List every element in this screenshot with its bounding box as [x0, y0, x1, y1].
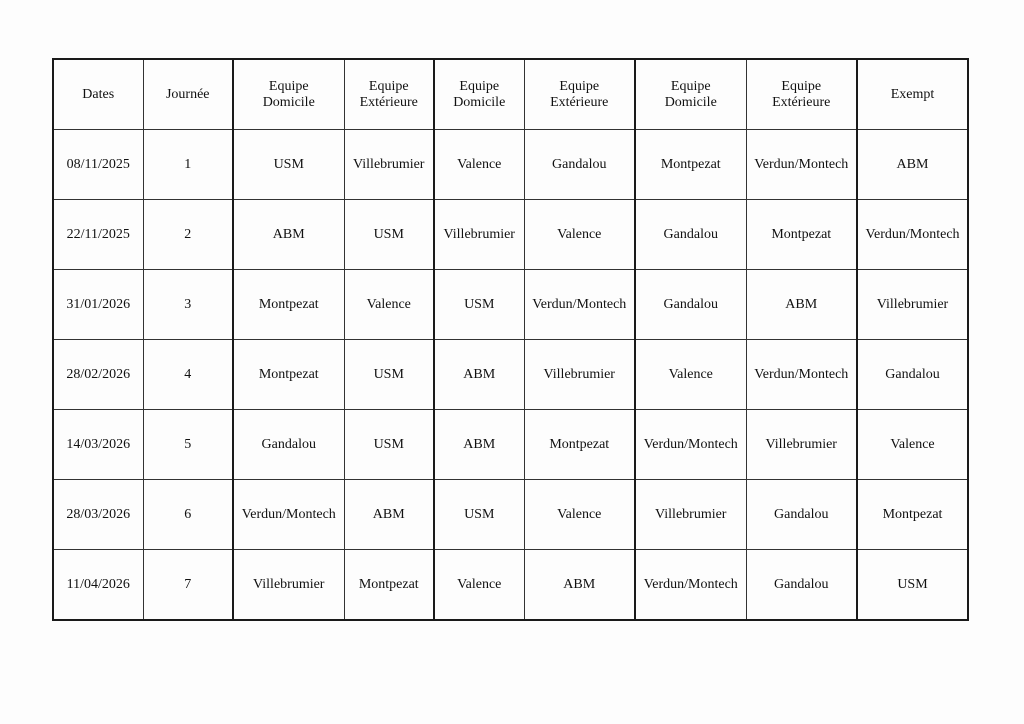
match-schedule-table	[52, 58, 969, 621]
away-team-3-cell: Gandalou	[746, 550, 857, 621]
away-team-2-cell: Villebrumier	[524, 340, 635, 410]
home-team-3-cell: Montpezat	[635, 130, 746, 200]
home-team-3-cell: Verdun/Montech	[635, 410, 746, 480]
exempt-cell: ABM	[857, 130, 968, 200]
away-team-1-cell: USM	[344, 200, 434, 270]
away-team-1-cell: Montpezat	[344, 550, 434, 621]
home-team-3-cell: Gandalou	[635, 200, 746, 270]
table-row	[53, 270, 968, 340]
table-row	[53, 410, 968, 480]
table-row	[53, 130, 968, 200]
journee-cell: 5	[143, 410, 233, 480]
away-team-1-cell: USM	[344, 410, 434, 480]
away-team-3-cell: ABM	[746, 270, 857, 340]
home-team-1-cell: Montpezat	[233, 340, 344, 410]
header-away-team-2: Equipe Extérieure	[524, 59, 635, 130]
away-team-2-cell: Valence	[524, 480, 635, 550]
date-cell: 28/03/2026	[53, 480, 143, 550]
home-team-3-cell: Verdun/Montech	[635, 550, 746, 621]
table-row	[53, 340, 968, 410]
away-team-2-cell: ABM	[524, 550, 635, 621]
table-row	[53, 200, 968, 270]
header-home-team-2: Equipe Domicile	[434, 59, 524, 130]
journee-cell: 1	[143, 130, 233, 200]
home-team-2-cell: Valence	[434, 550, 524, 621]
home-team-3-cell: Gandalou	[635, 270, 746, 340]
date-cell: 28/02/2026	[53, 340, 143, 410]
journee-cell: 6	[143, 480, 233, 550]
away-team-2-cell: Gandalou	[524, 130, 635, 200]
home-team-1-cell: Villebrumier	[233, 550, 344, 621]
home-team-2-cell: USM	[434, 480, 524, 550]
exempt-cell: Villebrumier	[857, 270, 968, 340]
header-away-team-3: Equipe Extérieure	[746, 59, 857, 130]
schedule-body	[53, 130, 968, 621]
away-team-1-cell: Valence	[344, 270, 434, 340]
home-team-2-cell: Valence	[434, 130, 524, 200]
journee-cell: 2	[143, 200, 233, 270]
home-team-1-cell: ABM	[233, 200, 344, 270]
home-team-1-cell: Gandalou	[233, 410, 344, 480]
home-team-2-cell: Villebrumier	[434, 200, 524, 270]
date-cell: 31/01/2026	[53, 270, 143, 340]
table-row	[53, 550, 968, 621]
exempt-cell: Gandalou	[857, 340, 968, 410]
date-cell: 11/04/2026	[53, 550, 143, 621]
journee-cell: 4	[143, 340, 233, 410]
home-team-3-cell: Valence	[635, 340, 746, 410]
header-home-team-1: Equipe Domicile	[233, 59, 344, 130]
away-team-2-cell: Verdun/Montech	[524, 270, 635, 340]
home-team-2-cell: USM	[434, 270, 524, 340]
away-team-3-cell: Villebrumier	[746, 410, 857, 480]
header-exempt: Exempt	[857, 59, 968, 130]
away-team-3-cell: Montpezat	[746, 200, 857, 270]
home-team-1-cell: Montpezat	[233, 270, 344, 340]
table-row	[53, 480, 968, 550]
away-team-1-cell: ABM	[344, 480, 434, 550]
date-cell: 14/03/2026	[53, 410, 143, 480]
away-team-3-cell: Gandalou	[746, 480, 857, 550]
home-team-2-cell: ABM	[434, 340, 524, 410]
exempt-cell: USM	[857, 550, 968, 621]
header-away-team-1: Equipe Extérieure	[344, 59, 434, 130]
header-dates: Dates	[53, 59, 143, 130]
home-team-1-cell: USM	[233, 130, 344, 200]
header-row	[53, 59, 968, 130]
exempt-cell: Verdun/Montech	[857, 200, 968, 270]
header-home-team-3: Equipe Domicile	[635, 59, 746, 130]
home-team-2-cell: ABM	[434, 410, 524, 480]
date-cell: 08/11/2025	[53, 130, 143, 200]
away-team-1-cell: USM	[344, 340, 434, 410]
date-cell: 22/11/2025	[53, 200, 143, 270]
journee-cell: 3	[143, 270, 233, 340]
exempt-cell: Montpezat	[857, 480, 968, 550]
exempt-cell: Valence	[857, 410, 968, 480]
away-team-2-cell: Valence	[524, 200, 635, 270]
away-team-3-cell: Verdun/Montech	[746, 130, 857, 200]
home-team-3-cell: Villebrumier	[635, 480, 746, 550]
away-team-3-cell: Verdun/Montech	[746, 340, 857, 410]
away-team-2-cell: Montpezat	[524, 410, 635, 480]
away-team-1-cell: Villebrumier	[344, 130, 434, 200]
header-journee: Journée	[143, 59, 233, 130]
journee-cell: 7	[143, 550, 233, 621]
home-team-1-cell: Verdun/Montech	[233, 480, 344, 550]
